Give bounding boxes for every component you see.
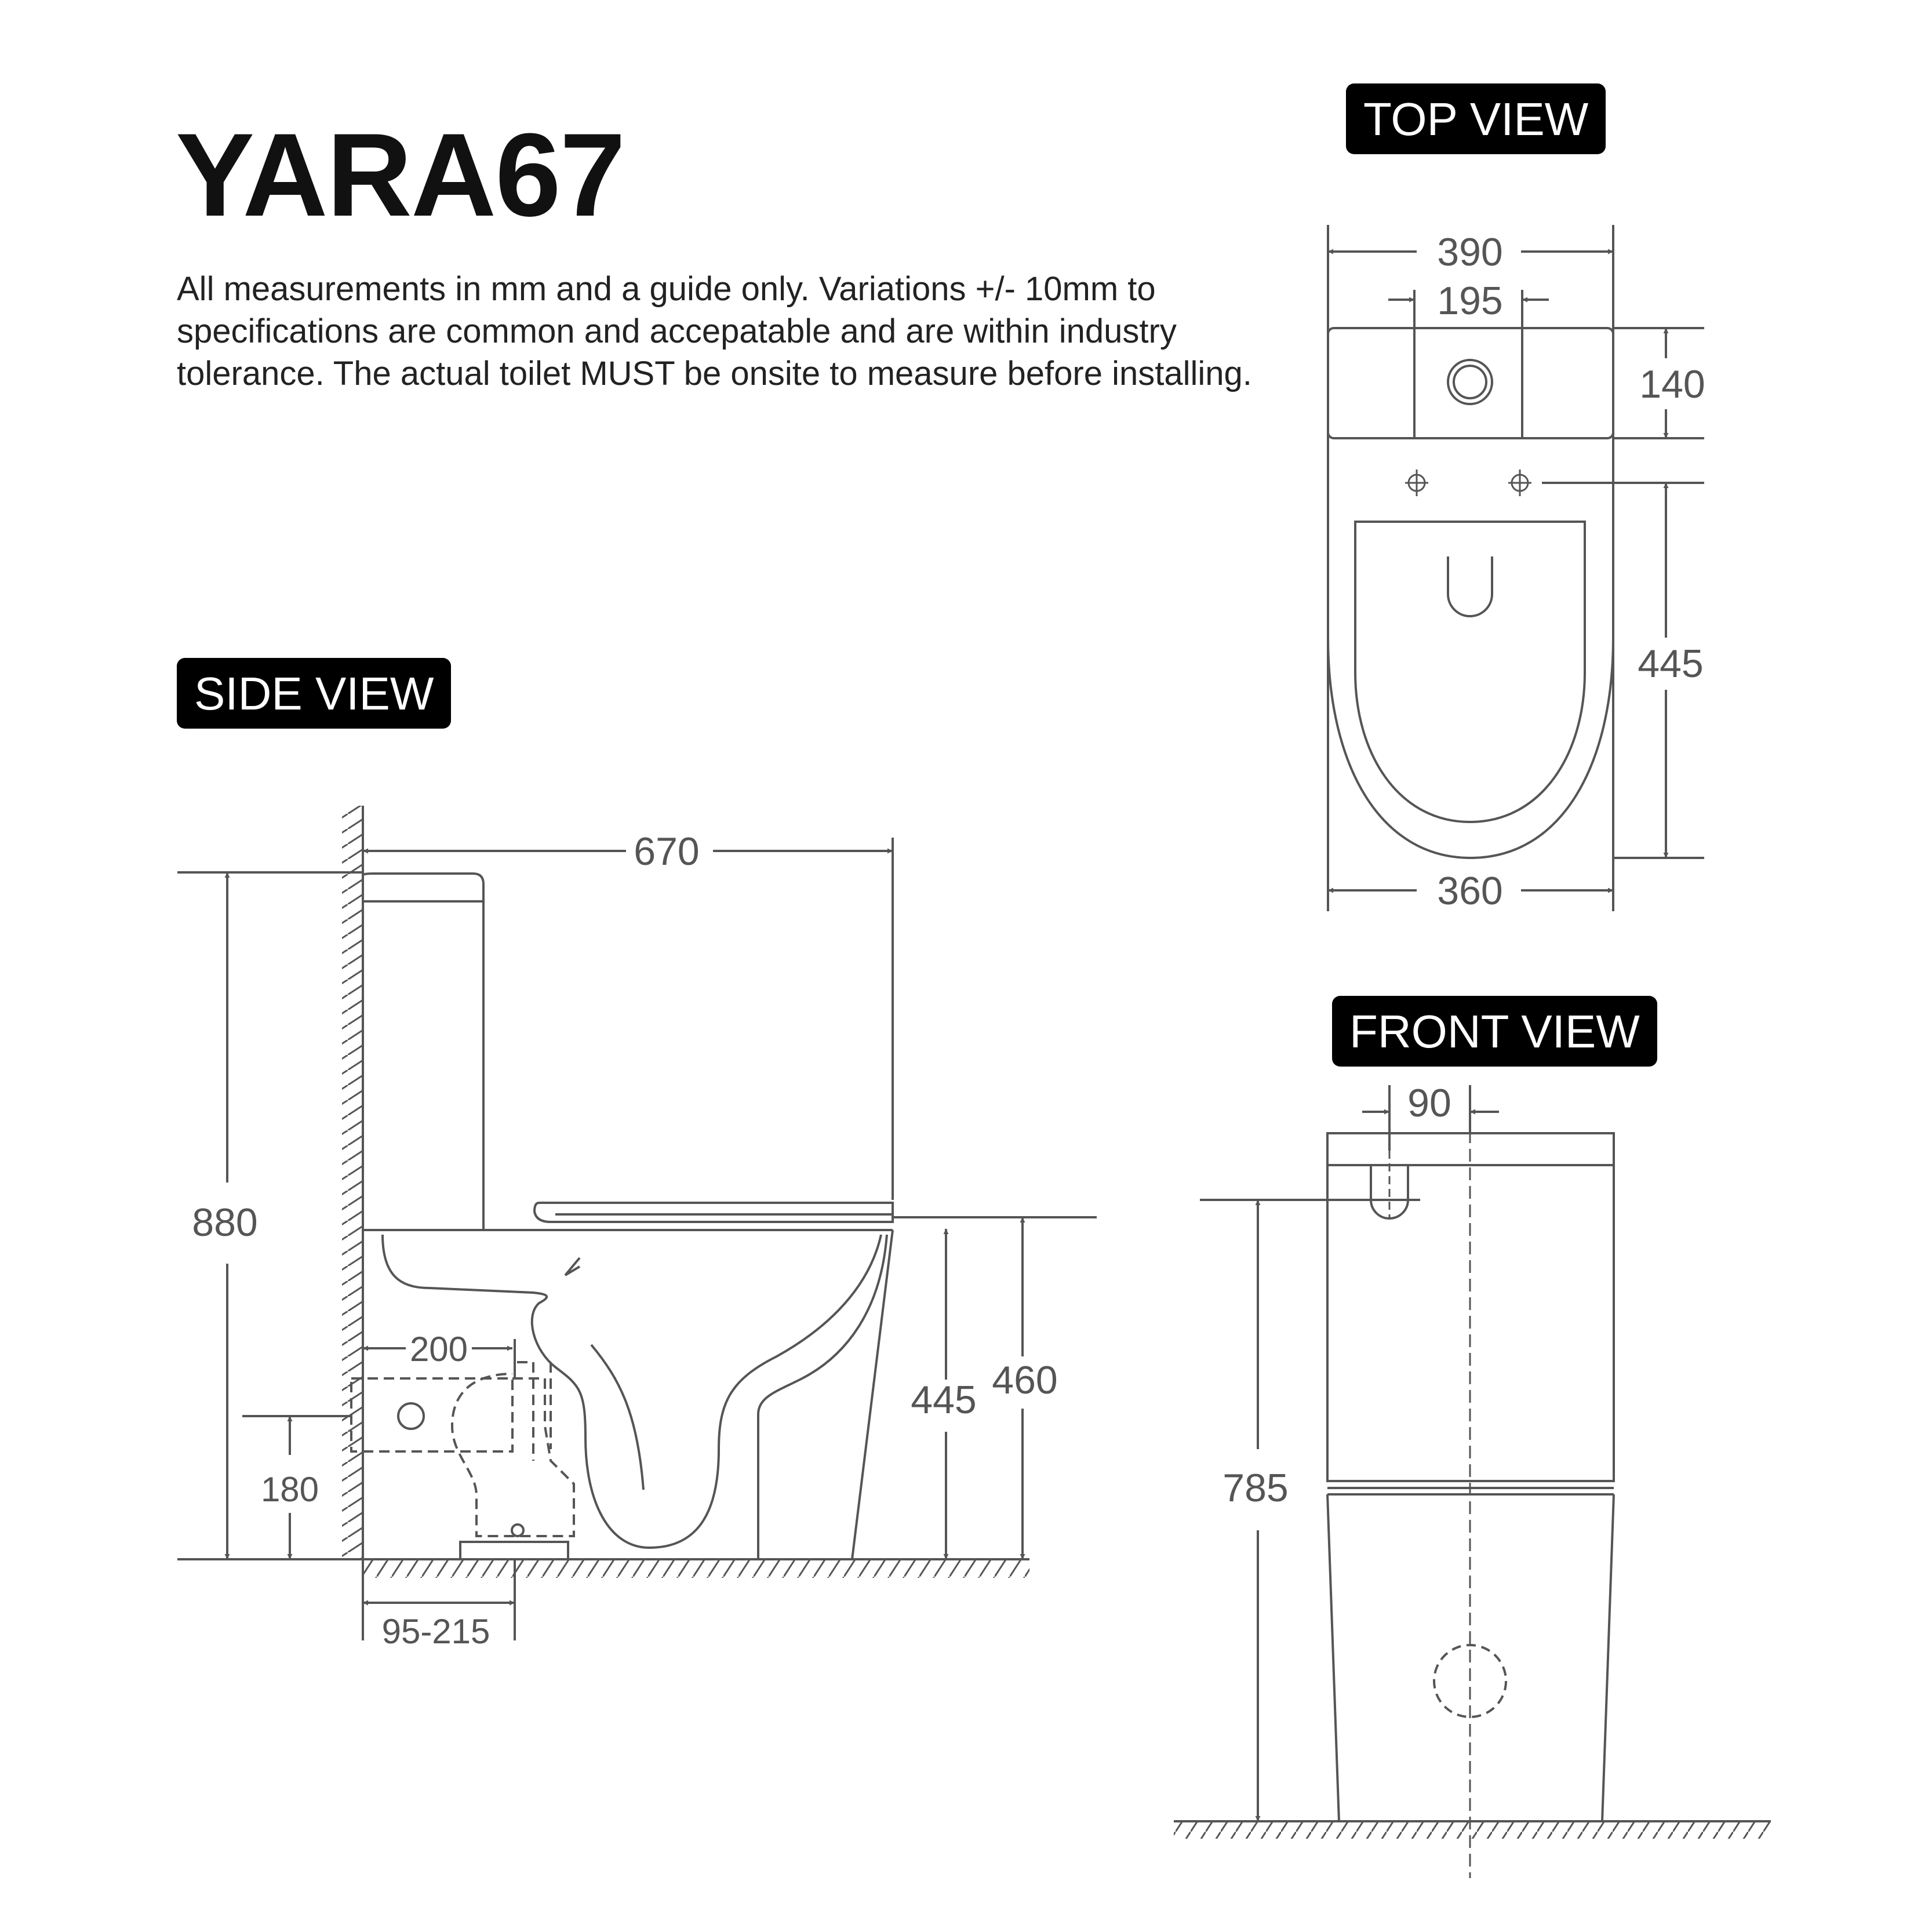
top-button-offset-dimension: 195 bbox=[1437, 279, 1503, 323]
top-bowl-width-dimension: 360 bbox=[1437, 869, 1503, 913]
side-height-dimension: 880 bbox=[192, 1200, 258, 1245]
measurement-disclaimer: All measurements in mm and a guide only. Variations +/- 10mm to specifications are common and accepatable and are within industry tolerance. The actual toilet MUST be onsite to measure before installing. bbox=[177, 270, 1252, 392]
front-floor-hatch bbox=[1174, 1821, 1771, 1839]
product-title: YARA67 bbox=[176, 109, 625, 241]
wall-hatch bbox=[342, 806, 363, 1559]
top-view-drawing bbox=[1328, 225, 1704, 911]
side-view-label: SIDE VIEW bbox=[177, 658, 451, 729]
side-inlet-height-dimension: 180 bbox=[260, 1470, 319, 1509]
side-inlet-length-dimension: 200 bbox=[409, 1330, 468, 1369]
front-height-dimension: 785 bbox=[1222, 1466, 1289, 1510]
side-view-drawing bbox=[177, 806, 1097, 1640]
side-rim-height-dimension: 460 bbox=[992, 1358, 1058, 1402]
front-button-offset-dimension: 90 bbox=[1407, 1081, 1451, 1125]
top-seat-depth-dimension: 445 bbox=[1638, 642, 1704, 686]
top-width-dimension: 390 bbox=[1437, 230, 1503, 274]
front-view-label: FRONT VIEW bbox=[1332, 996, 1657, 1067]
side-depth-dimension: 670 bbox=[634, 829, 700, 874]
top-view-label: TOP VIEW bbox=[1346, 83, 1606, 154]
side-setout-dimension: 95-215 bbox=[381, 1612, 490, 1651]
top-cistern-depth-dimension: 140 bbox=[1639, 362, 1705, 406]
side-seat-height-dimension: 445 bbox=[911, 1378, 977, 1422]
floor-hatch bbox=[363, 1559, 1029, 1578]
